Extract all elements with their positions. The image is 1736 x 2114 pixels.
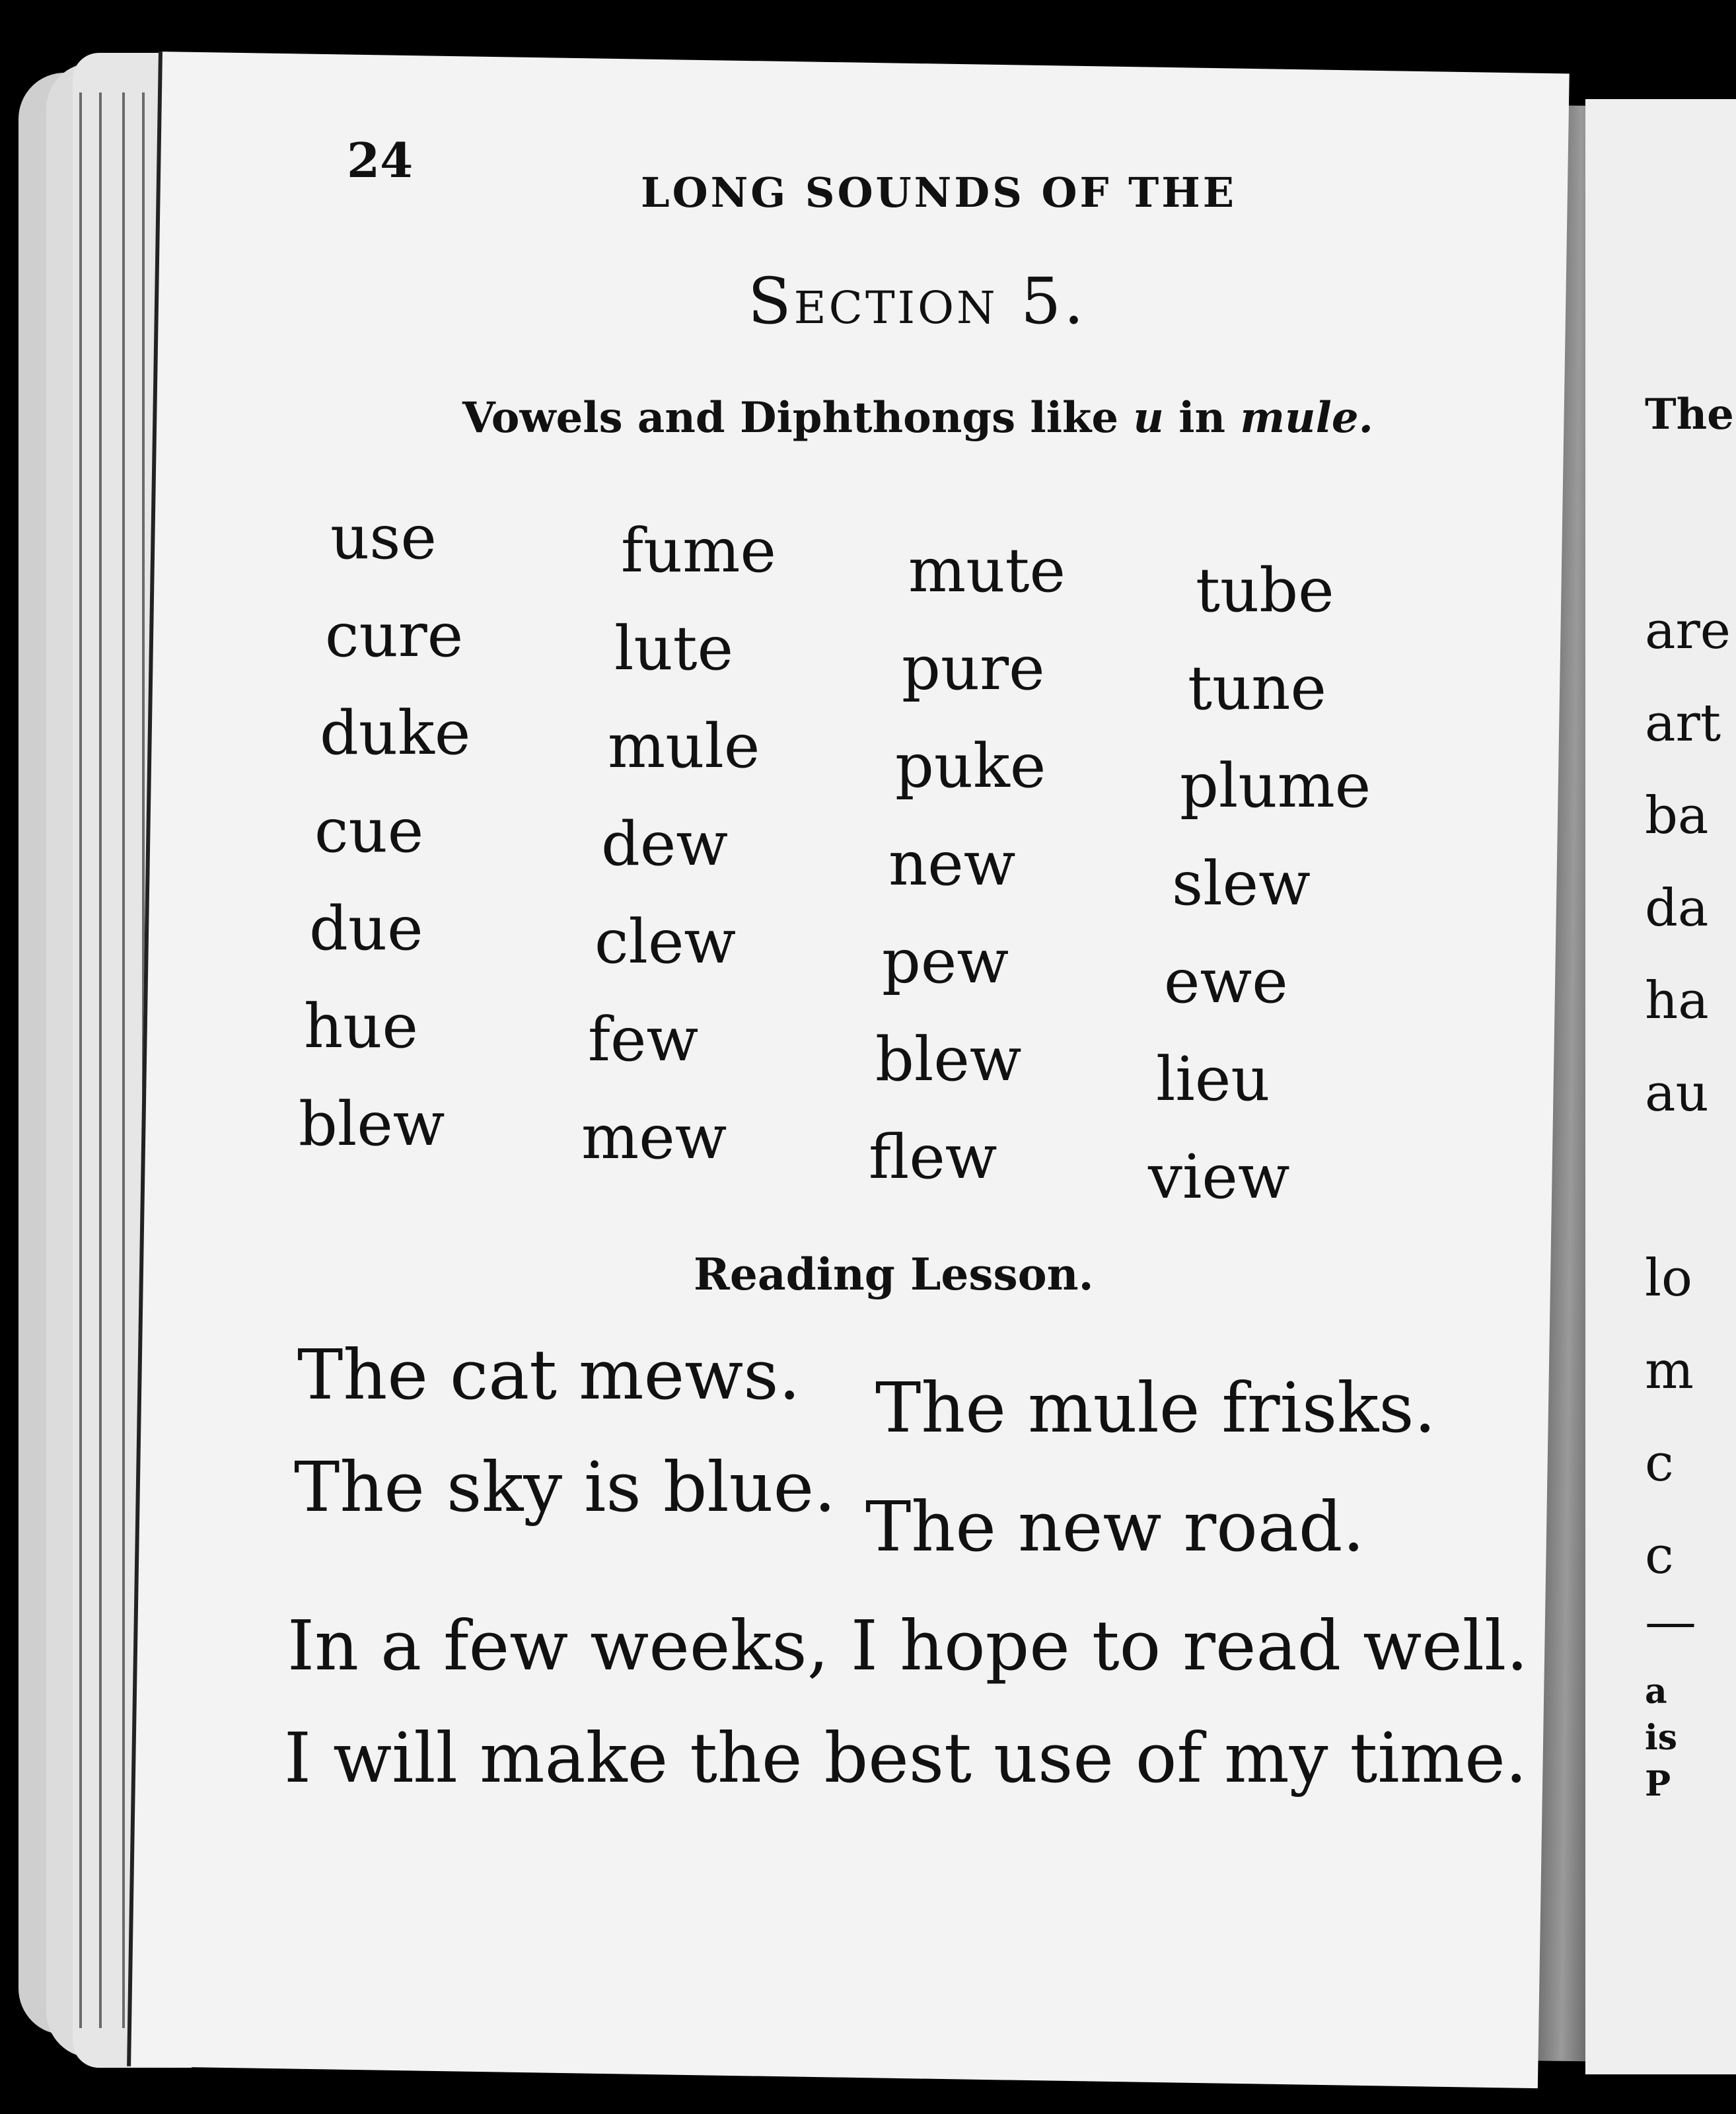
vocabulary-word: few bbox=[588, 1004, 699, 1075]
vocabulary-word: due bbox=[309, 893, 423, 964]
lesson-sentence: The new road. bbox=[865, 1486, 1365, 1567]
facing-page-fragment: ha bbox=[1645, 971, 1709, 1031]
vocabulary-word: lieu bbox=[1156, 1044, 1270, 1114]
vocabulary-word: ewe bbox=[1164, 946, 1288, 1017]
facing-page-fragment: c bbox=[1645, 1526, 1674, 1586]
vocabulary-word: view bbox=[1148, 1142, 1290, 1212]
facing-page-fragment: The bbox=[1645, 390, 1734, 439]
lesson-sentence: The cat mews. bbox=[297, 1334, 801, 1415]
subtitle-word: mule. bbox=[1240, 393, 1373, 443]
facing-page-fragment: P bbox=[1645, 1764, 1671, 1804]
page-number-display: 24 bbox=[347, 132, 414, 188]
page-edge-line bbox=[122, 92, 125, 2028]
facing-page-fragment: ba bbox=[1645, 786, 1709, 846]
subtitle-in: in bbox=[1178, 393, 1226, 443]
vocabulary-word: tube bbox=[1196, 555, 1334, 626]
vocabulary-word: flew bbox=[869, 1122, 997, 1192]
subtitle-letter: u bbox=[1133, 393, 1164, 443]
vocabulary-word: mute bbox=[908, 535, 1066, 606]
vocabulary-word: cure bbox=[325, 600, 464, 671]
section-subtitle bbox=[462, 393, 1373, 443]
reading-lesson-title: Reading Lesson. bbox=[694, 1249, 1094, 1300]
facing-page-fragment: are bbox=[1645, 601, 1731, 661]
page-edge-line bbox=[99, 92, 102, 2028]
vocabulary-word: clew bbox=[595, 906, 737, 977]
vocabulary-word: slew bbox=[1172, 848, 1311, 919]
vocabulary-word: lute bbox=[614, 613, 734, 684]
vocabulary-word: pure bbox=[902, 633, 1045, 704]
facing-page-fragment: — bbox=[1645, 1592, 1696, 1652]
vocabulary-word: mew bbox=[581, 1102, 727, 1173]
vocabulary-word: duke bbox=[320, 698, 471, 768]
vocabulary-word: blew bbox=[299, 1089, 445, 1159]
facing-page-fragment: lo bbox=[1645, 1249, 1692, 1308]
facing-page-fragment: is bbox=[1645, 1718, 1678, 1758]
running-head: LONG SOUNDS OF THE bbox=[641, 168, 1237, 217]
section-title: Section 5. bbox=[748, 264, 1087, 338]
vocabulary-word: pew bbox=[882, 926, 1009, 997]
vocabulary-word: cue bbox=[314, 795, 424, 866]
vocabulary-word: tune bbox=[1188, 653, 1326, 723]
lesson-sentence: I will make the best use of my time. bbox=[284, 1718, 1527, 1798]
vocabulary-word: new bbox=[888, 828, 1016, 899]
vocabulary-word: blew bbox=[875, 1024, 1022, 1095]
facing-page-fragment: art bbox=[1645, 694, 1721, 753]
facing-page-fragment: au bbox=[1645, 1064, 1709, 1123]
facing-page-fragment: da bbox=[1645, 879, 1709, 938]
vocabulary-word: use bbox=[330, 502, 437, 573]
facing-page-fragment: a bbox=[1645, 1671, 1667, 1712]
vocabulary-word: hue bbox=[304, 991, 418, 1062]
page-edge-line bbox=[79, 92, 82, 2028]
lesson-sentence: The mule frisks. bbox=[875, 1367, 1436, 1448]
facing-page-fragment: c bbox=[1645, 1434, 1674, 1493]
vocabulary-word: puke bbox=[895, 731, 1046, 801]
vocabulary-word: fume bbox=[621, 515, 776, 586]
vocabulary-word: mule bbox=[608, 711, 760, 782]
vocabulary-word: plume bbox=[1180, 750, 1371, 821]
facing-page-fragment: m bbox=[1645, 1341, 1694, 1401]
subtitle-prefix: Vowels and Diphthongs like bbox=[462, 393, 1119, 443]
facing-page bbox=[1585, 99, 1736, 2074]
lesson-sentence: The sky is blue. bbox=[294, 1447, 836, 1527]
lesson-sentence: In a few weeks, I hope to read well. bbox=[287, 1605, 1529, 1686]
vocabulary-word: dew bbox=[601, 809, 729, 879]
